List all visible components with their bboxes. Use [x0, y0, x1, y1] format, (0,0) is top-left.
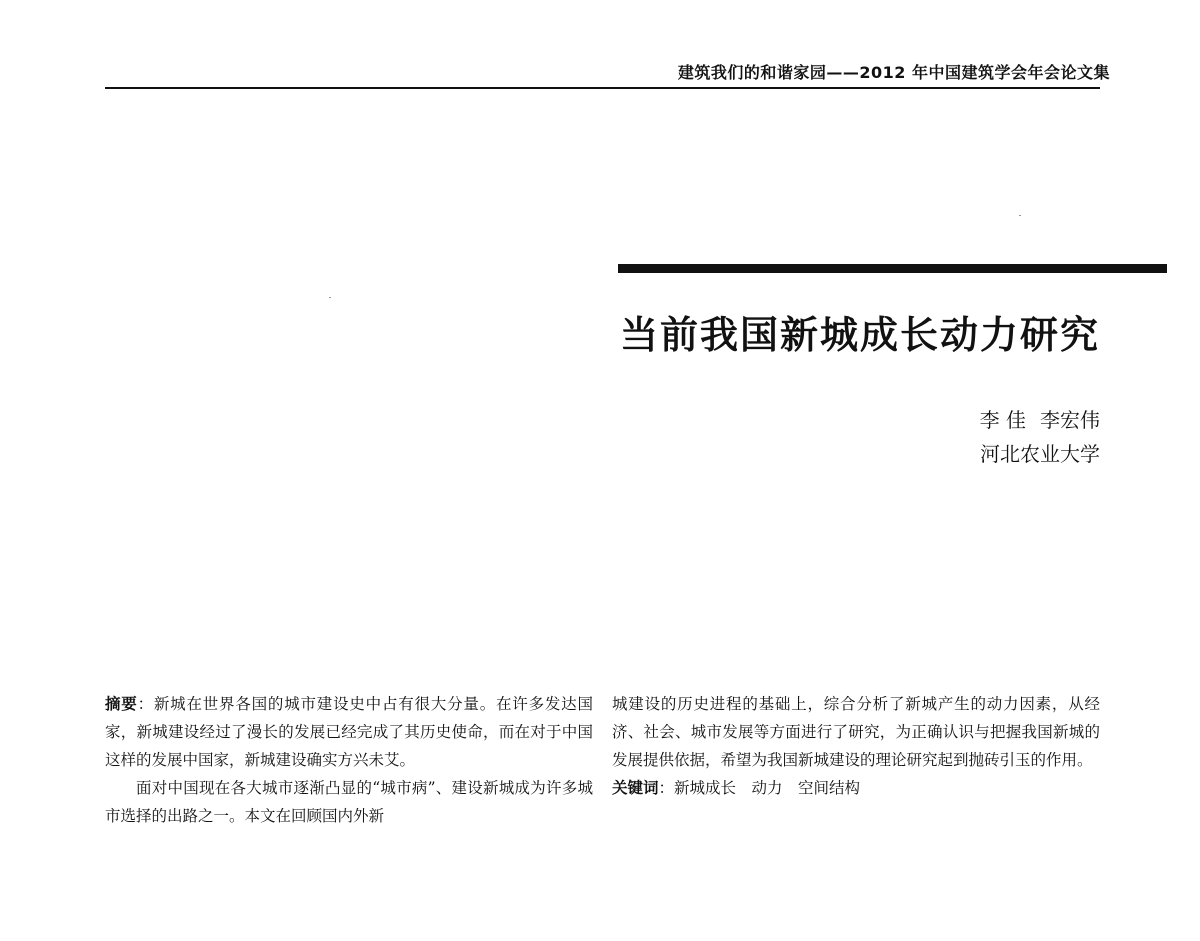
affiliation: 河北农业大学	[980, 442, 1100, 466]
keywords-line	[612, 774, 1100, 802]
scan-speck	[1019, 215, 1021, 216]
paper-title: 当前我国新城成长动力研究	[619, 313, 1100, 357]
abstract-right-column	[612, 690, 1100, 802]
keywords-label: 关键词	[612, 779, 659, 797]
abstract-text: 新城在世界各国的城市建设史中占有很大分量。在许多发达国家，新城建设经过了漫长的发展已经完成了其历史使命，而在对于中国这样的发展中国家，新城建设确实方兴未艾。	[105, 695, 593, 769]
abstract-label: 摘要	[105, 695, 138, 713]
abstract-left-column	[105, 690, 593, 830]
keywords-separator: ：	[658, 779, 675, 797]
author-name: 李 佳	[979, 408, 1026, 432]
running-header: 建筑我们的和谐家园——2012 年中国建筑学会年会论文集	[677, 63, 1110, 82]
header-rule	[105, 87, 1100, 89]
abstract-paragraph	[105, 774, 593, 830]
abstract-paragraph	[105, 690, 593, 774]
scan-speck	[329, 297, 331, 298]
abstract-text: 面对中国现在各大城市逐渐凸显的“城市病”、建设新城成为许多城市选择的出路之一。本文在回顾国内外新	[105, 779, 593, 825]
author-name: 李宏伟	[1040, 408, 1100, 432]
abstract-text: 城建设的历史进程的基础上，综合分析了新城产生的动力因素，从经济、社会、城市发展等方面进行了研究，为正确认识与把握我国新城的发展提供依据，希望为我国新城建设的理论研究起到抛砖引玉的作用。	[612, 695, 1100, 769]
abstract-paragraph-continued	[612, 690, 1100, 774]
keywords-text: 新城成长 动力 空间结构	[674, 779, 861, 797]
authors	[980, 404, 1100, 433]
abstract-separator: ：	[137, 695, 154, 713]
title-bar	[618, 264, 1167, 273]
